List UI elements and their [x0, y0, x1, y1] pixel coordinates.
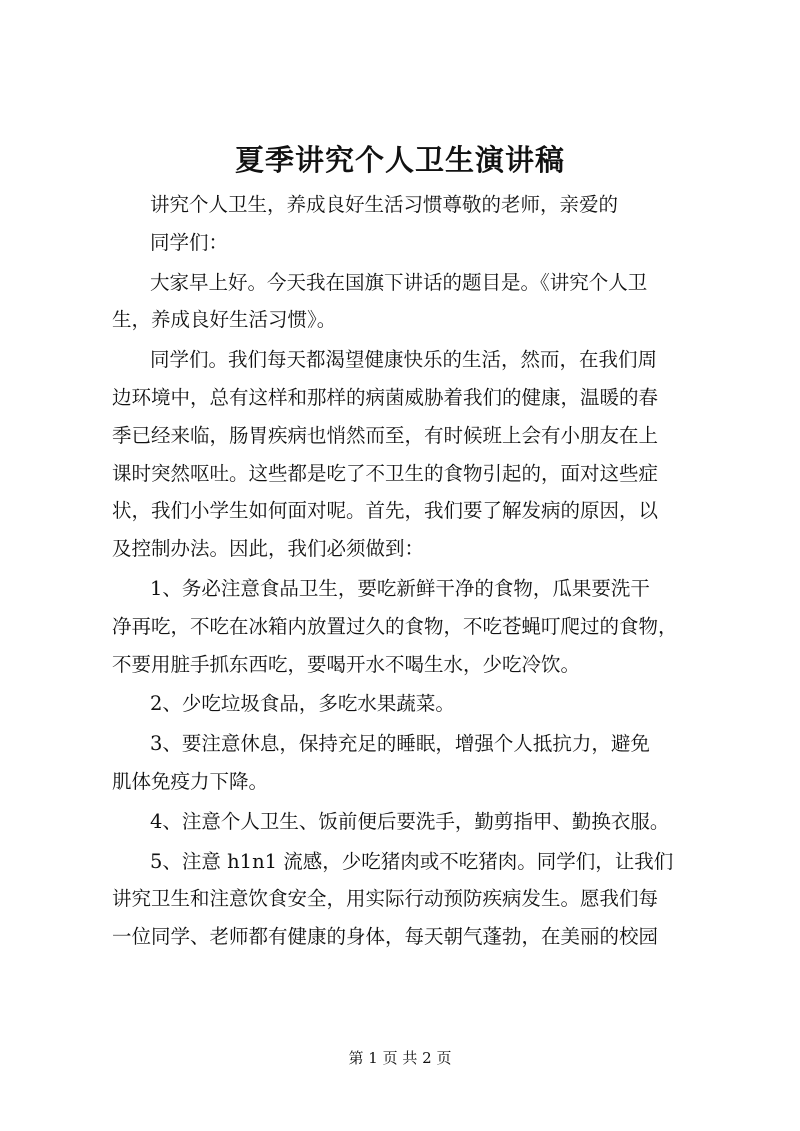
text-line: 季已经来临，肠胃疾病也悄然而至，有时候班上会有小朋友在上	[112, 423, 659, 447]
text-line: 生，养成良好生活习惯》。	[112, 308, 337, 332]
text-line: 边环境中，总有这样和那样的病菌威胁着我们的健康，温暖的春	[112, 385, 659, 409]
text-line: 3、要注意休息，保持充足的睡眠，增强个人抵抗力，避免	[150, 732, 650, 756]
text-line: 肌体免疫力下降。	[112, 769, 269, 793]
text-line: 及控制办法。因此，我们必须做到：	[112, 537, 425, 561]
text-line: 大家早上好。今天我在国旗下讲话的题目是。《讲究个人卫	[150, 270, 648, 294]
text-line: 2、少吃垃圾食品，多吃水果蔬菜。	[150, 692, 455, 716]
text-line: 状，我们小学生如何面对呢。首先，我们要了解发病的原因，以	[112, 499, 659, 523]
text-line: 课时突然呕吐。这些都是吃了不卫生的食物引起的，面对这些症	[112, 461, 659, 485]
text-line: 讲究个人卫生，养成良好生活习惯尊敬的老师，亲爱的	[150, 193, 619, 216]
document-title: 夏季讲究个人卫生演讲稿	[234, 143, 565, 177]
page-footer: 第 1 页 共 2 页	[348, 1049, 452, 1067]
text-line: 不要用脏手抓东西吃，要喝开水不喝生水，少吃冷饮。	[112, 652, 581, 676]
text-line: 4、注意个人卫生、饭前便后要洗手，勤剪指甲、勤换衣服。	[150, 809, 670, 833]
text-line: 同学们。我们每天都渴望健康快乐的生活，然而，在我们周	[150, 348, 658, 372]
text-line: 5、注意 h1n1 流感，少吃猪肉或不吃猪肉。同学们，让我们	[150, 849, 674, 873]
text-line: 一位同学、老师都有健康的身体，每天朝气蓬勃，在美丽的校园	[112, 925, 659, 949]
text-line: 讲究卫生和注意饮食安全，用实际行动预防疾病发生。愿我们每	[112, 887, 659, 911]
document-body	[112, 186, 712, 956]
text-line: 1、务必注意食品卫生，要吃新鲜干净的食物，瓜果要洗干	[150, 576, 650, 600]
text-line: 净再吃，不吃在冰箱内放置过久的食物，不吃苍蝇叮爬过的食物，	[112, 614, 678, 638]
text-line: 同学们：	[150, 230, 229, 254]
